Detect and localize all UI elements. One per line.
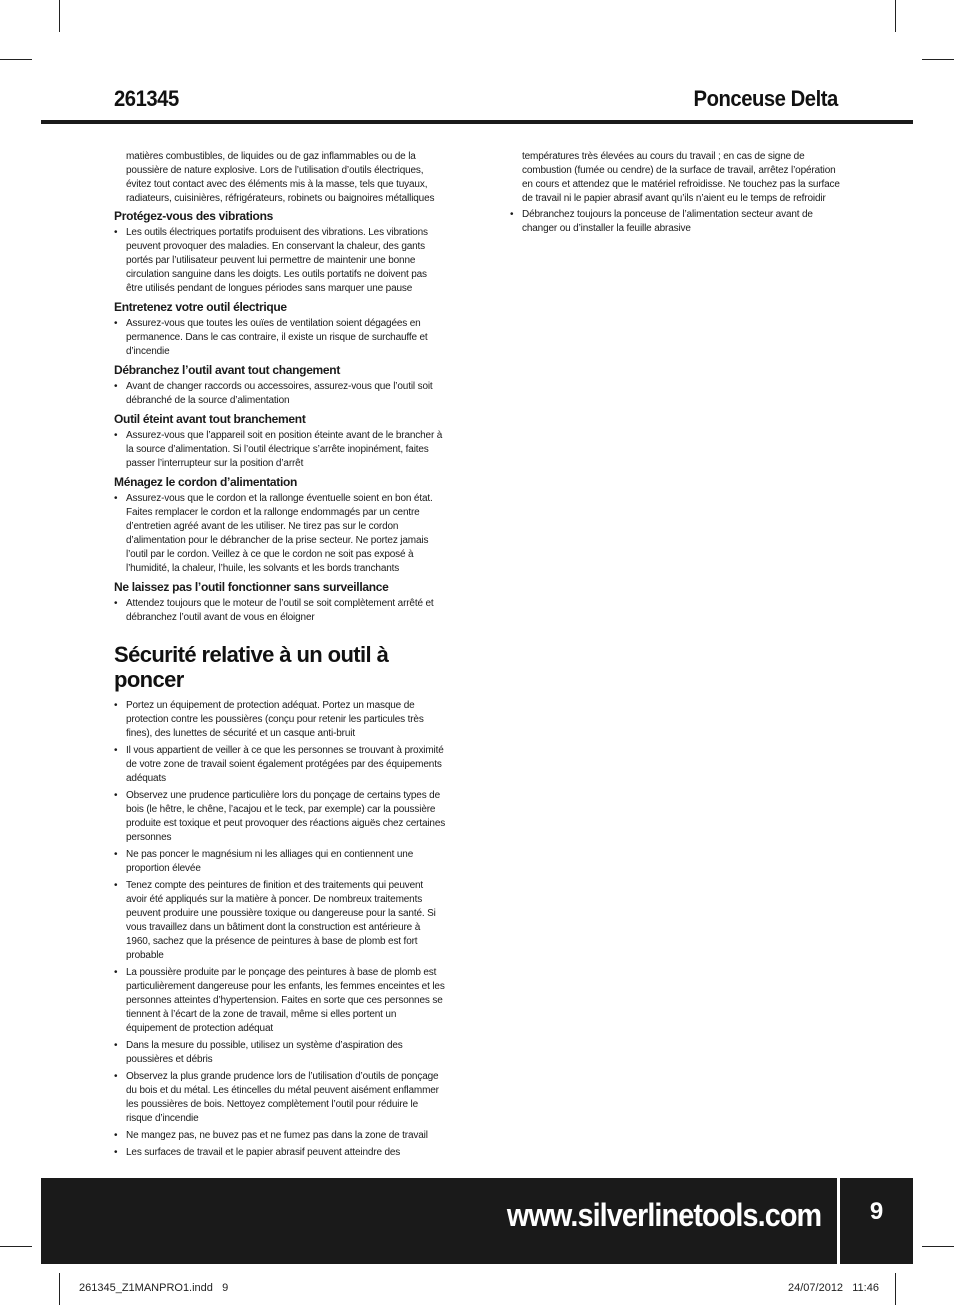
bullet-item: • Assurez-vous que le cordon et la rallonge éventuelle soient en bon état. Faites remplacer le cordon et la rallonge endommagés par un centre d’entretien agréé avant de les utiliser. Ne tirez pas sur le cordon d’alimentation pour le débrancher de la prise secteur. Ne portez jamais l’outil par le cordon. Veillez à ce que le cordon ne soit pas exposé à l’humidité, la chaleur, l’huile, les solvants et les bords tranchants xyxy=(114,492,446,576)
website-url[interactable]: www.silverlinetools.com xyxy=(506,1197,821,1233)
footer-bar xyxy=(41,1178,837,1264)
bullet-item: • Tenez compte des peintures de finition et des traitements qui peuvent avoir été appliqués sur la matière à poncer. De nombreux traitements peuvent produire une poussière toxique ou dangereuse pour la santé. Si vous travaillez dans un bâtiment dont la construction est antérieure à 1960, sachez que la présence de peintures à base de plomb est fort probable xyxy=(114,879,446,963)
crop-mark xyxy=(895,0,896,32)
date-slug: 24/07/2012 11:46 xyxy=(788,1282,879,1294)
bullet-item: • Les outils électriques portatifs produisent des vibrations. Les vibrations peuvent provoquer des maladies. En conservant la chaleur, des gants portés par l’utilisateur peuvent lui permettre de maintenir une bonne circulation sanguine dans les doigts. Les outils portatifs ne doivent pas être utilisés pendant de longues périodes sans marquer une pause xyxy=(114,226,446,296)
left-column xyxy=(114,150,446,1163)
page-number: 9 xyxy=(869,1198,884,1225)
crop-mark xyxy=(0,59,32,60)
crop-mark xyxy=(59,1273,60,1305)
section-heading: Ne laissez pas l’outil fonctionner sans surveillance xyxy=(114,580,389,594)
intro-paragraph: matières combustibles, de liquides ou de gaz inflammables ou de la poussière de nature explosive. Lors de l’utilisation d’outils électriques, évitez tout contact avec des éléments mis à la masse, tels que tuyaux, radiateurs, cuisinières, réfrigérateurs, robinets ou baignoires métalliques xyxy=(126,151,435,204)
bullet-list xyxy=(114,429,446,471)
page-title: Ponceuse Delta xyxy=(693,86,838,111)
bullet-list xyxy=(114,597,446,625)
sanding-safety-title: Sécurité relative à un outil à poncer xyxy=(114,642,389,692)
bullet-item: • Débranchez toujours la ponceuse de l’alimentation secteur avant de changer ou d’installer la feuille abrasive xyxy=(510,208,842,236)
continuation-paragraph: températures très élevées au cours du travail ; en cas de signe de combustion (fumée ou cendre) de la surface de travail, arrêtez l’opération en cours et attendez que le matériel refroidisse. Ne touchez pas la surface de travail ni le papier abrasif avant qu’ils n’aient eu le temps de refroidir xyxy=(522,151,840,204)
bullet-item: • Les surfaces de travail et le papier abrasif peuvent atteindre des xyxy=(114,1146,446,1160)
page-number-box xyxy=(840,1178,913,1264)
bullet-item: • Portez un équipement de protection adéquat. Portez un masque de protection contre les poussières (conçu pour retenir les particules très fines), des lunettes de sécurité et un casque anti-bruit xyxy=(114,699,446,741)
section-heading: Ménagez le cordon d’alimentation xyxy=(114,475,298,489)
crop-mark xyxy=(922,1246,954,1247)
bullet-list xyxy=(114,380,446,408)
bullet-list xyxy=(114,492,446,576)
bullet-item: • Observez une prudence particulière lors du ponçage de certains types de bois (le hêtre, le chêne, l’acajou et le teck, par exemple) car la poussière produite est toxique et peut provoquer des réactions aiguës chez certaines personnes xyxy=(114,789,446,845)
bullet-item: • Observez la plus grande prudence lors de l’utilisation d’outils de ponçage du bois et du métal. Les étincelles du métal peuvent aisément enflammer les poussières de bois. Nettoyez complètement l’outil pour réduire le risque d’incendie xyxy=(114,1070,446,1126)
bullet-list xyxy=(114,226,446,296)
bullet-item: • La poussière produite par le ponçage des peintures à base de plomb est particulièrement dangereuse pour les enfants, les femmes enceintes et les personnes atteintes d’hypertension. Faites en sorte que ces personnes se tiennent à l’écart de la zone de travail, même si elles portent un équipement de protection adéquat xyxy=(114,966,446,1036)
section-heading: Entretenez votre outil électrique xyxy=(114,300,287,314)
bullet-item: • Assurez-vous que toutes les ouïes de ventilation soient dégagées en permanence. Dans le cas contraire, il existe un risque de surchauffe et d’incendie xyxy=(114,317,446,359)
file-slug: 261345_Z1MANPRO1.indd 9 xyxy=(79,1282,229,1294)
bullet-item: • Attendez toujours que le moteur de l’outil se soit complètement arrêté et débranchez l’outil avant de vous en éloigner xyxy=(114,597,446,625)
bullet-item: • Ne pas poncer le magnésium ni les alliages qui en contiennent une proportion élevée xyxy=(114,848,446,876)
bullet-list xyxy=(114,317,446,359)
bullet-list xyxy=(510,208,842,236)
section-heading: Débranchez l’outil avant tout changement xyxy=(114,363,341,377)
header-rule xyxy=(41,120,913,124)
model-number: 261345 xyxy=(114,86,179,111)
right-column xyxy=(510,150,842,239)
bullet-item: • Ne mangez pas, ne buvez pas et ne fumez pas dans la zone de travail xyxy=(114,1129,446,1143)
crop-mark xyxy=(0,1246,32,1247)
crop-mark xyxy=(922,59,954,60)
bullet-item: • Dans la mesure du possible, utilisez un système d’aspiration des poussières et débris xyxy=(114,1039,446,1067)
crop-mark xyxy=(59,0,60,32)
bullet-item: • Il vous appartient de veiller à ce que les personnes se trouvant à proximité de votre zone de travail soient également protégées par des équipements adéquats xyxy=(114,744,446,786)
bullet-item: • Avant de changer raccords ou accessoires, assurez-vous que l’outil soit débranché de la source d’alimentation xyxy=(114,380,446,408)
sanding-bullet-list xyxy=(114,699,446,1160)
bullet-item: • Assurez-vous que l’appareil soit en position éteinte avant de le brancher à la source d’alimentation. Si l’outil électrique s’arrête inopinément, faites passer l’interrupteur sur la position d’arrêt xyxy=(114,429,446,471)
section-heading: Protégez-vous des vibrations xyxy=(114,209,273,223)
crop-mark xyxy=(895,1273,896,1305)
section-heading: Outil éteint avant tout branchement xyxy=(114,412,306,426)
